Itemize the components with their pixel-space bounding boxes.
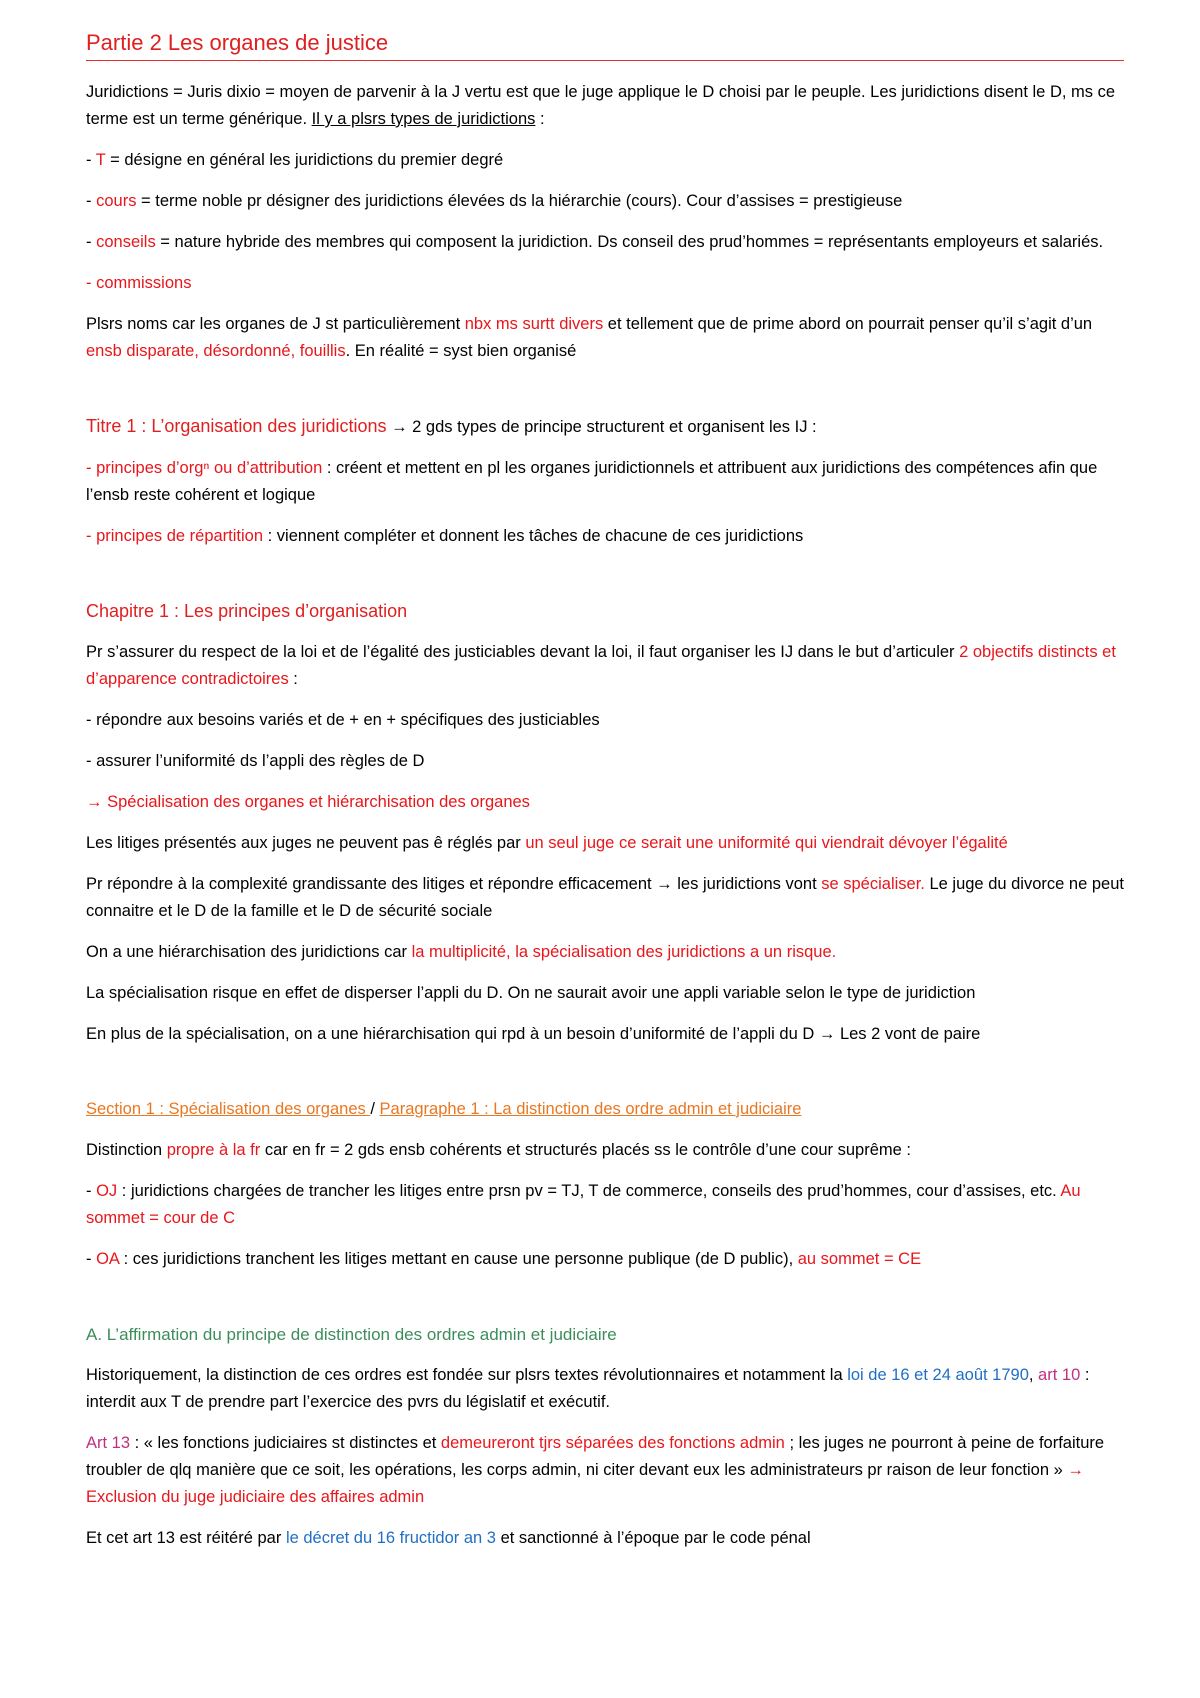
art-13-paragraph: Art 13 : « les fonctions judiciaires st distinctes et demeureront tjrs séparées des fonctions admin ; les juges ne pourront à peine de forfaiture troubler de qlq manière que ce soit, les opérations, les corps admin, ni citer devant eux les administrateurs pr raison de leur fonction » → Exclusion du juge judiciaire des affaires admin <box>86 1434 1105 1506</box>
complexite-paragraph: Pr répondre à la complexité grandissante des litiges et répondre efficacement → les juridictions vont se spécialiser. Le juge du divorce ne peut connaitre et le D de la famille et le D de sécurité sociale <box>86 875 1124 920</box>
oj-item: - OJ : juridictions chargées de trancher les litiges entre prsn pv = TJ, T de commerce, conseils des prud’hommes, cour d’assises, etc. Au sommet = cour de C <box>86 1182 1081 1227</box>
objectif-item: - assurer l’uniformité ds l’appli des règles de D <box>86 752 425 770</box>
section-a-heading: A. L’affirmation du principe de distinction des ordres admin et judiciaire <box>86 1325 617 1344</box>
en-plus-paragraph: En plus de la spécialisation, on a une hiérarchisation qui rpd à un besoin d’uniformité de l’appli du D → Les 2 vont de paire <box>86 1025 981 1043</box>
reitere-paragraph: Et cet art 13 est réitéré par le décret du 16 fructidor an 3 et sanctionné à l’époque par le code pénal <box>86 1529 811 1547</box>
section-1-heading: Section 1 : Spécialisation des organes / Paragraphe 1 : La distinction des ordre admin et judiciaire <box>86 1100 802 1118</box>
document-page <box>86 30 1124 1552</box>
titre-1-heading: Titre 1 : L’organisation des juridictions → 2 gds types de principe structurent et organisent les IJ : <box>86 416 817 436</box>
historiquement-paragraph: Historiquement, la distinction de ces ordres est fondée sur plsrs textes révolutionnaires et notamment la loi de 16 et 24 août 1790, art 10 : interdit aux T de prendre part l’exercice des pvrs du législatif et exécutif. <box>86 1366 1090 1411</box>
type-item-cours: - cours = terme noble pr désigner des juridictions élevées ds la hiérarchie (cours). Cour d’assises = prestigieuse <box>86 192 903 210</box>
principe-item-repartition: - principes de répartition : viennent compléter et donnent les tâches de chacune de ces juridictions <box>86 527 804 545</box>
specialisation-conclusion: → Spécialisation des organes et hiérarchisation des organes <box>86 793 530 811</box>
type-item-conseils: - conseils = nature hybride des membres qui composent la juridiction. Ds conseil des prud’hommes = représentants employeurs et salariés. <box>86 233 1104 251</box>
intro-underlined: Il y a plsrs types de juridictions <box>311 110 536 128</box>
objectif-item: - répondre aux besoins variés et de + en + spécifiques des justiciables <box>86 711 600 729</box>
distinction-paragraph: Distinction propre à la fr car en fr = 2 gds ensb cohérents et structurés placés ss le contrôle d’une cour suprême : <box>86 1141 911 1159</box>
risque-paragraph: La spécialisation risque en effet de disperser l’appli du D. On ne saurait avoir une appli variable selon le type de juridiction <box>86 984 976 1002</box>
chapitre-1-heading: Chapitre 1 : Les principes d’organisation <box>86 601 408 621</box>
hierarchisation-paragraph: On a une hiérarchisation des juridictions car la multiplicité, la spécialisation des juridictions a un risque. <box>86 943 837 961</box>
principe-item-attribution: - principes d’orgⁿ ou d’attribution : créent et mettent en pl les organes juridictionnels et attribuent aux juridictions des compétences afin que l’ensb reste cohérent et logique <box>86 459 1098 504</box>
oa-item: - OA : ces juridictions tranchent les litiges mettant en cause une personne publique (de D public), au sommet = CE <box>86 1250 922 1268</box>
pr-assurer-paragraph: Pr s’assurer du respect de la loi et de l’égalité des justiciables devant la loi, il faut organiser les IJ dans le but d’articuler 2 objectifs distincts et d’apparence contradictoires : <box>86 643 1116 688</box>
intro-paragraph: Juridictions = Juris dixio = moyen de parvenir à la J vertu est que le juge applique le D choisi par le peuple. Les juridictions disent le D, ms ce terme est un terme générique. Il y a plsrs types de juridictions : <box>86 83 1116 128</box>
litiges-paragraph: Les litiges présentés aux juges ne peuvent pas ê réglés par un seul juge ce serait une uniformité qui viendrait dévoyer l’égalité <box>86 834 1008 852</box>
type-item-commissions: - commissions <box>86 274 192 292</box>
type-item-t: - T = désigne en général les juridictions du premier degré <box>86 151 504 169</box>
page-title: Partie 2 Les organes de justice <box>86 30 1124 61</box>
plsrs-paragraph: Plsrs noms car les organes de J st particulièrement nbx ms surtt divers et tellement que de prime abord on pourrait penser qu’il s’agit d’un ensb disparate, désordonné, fouillis. En réalité = syst bien organisé <box>86 315 1093 360</box>
